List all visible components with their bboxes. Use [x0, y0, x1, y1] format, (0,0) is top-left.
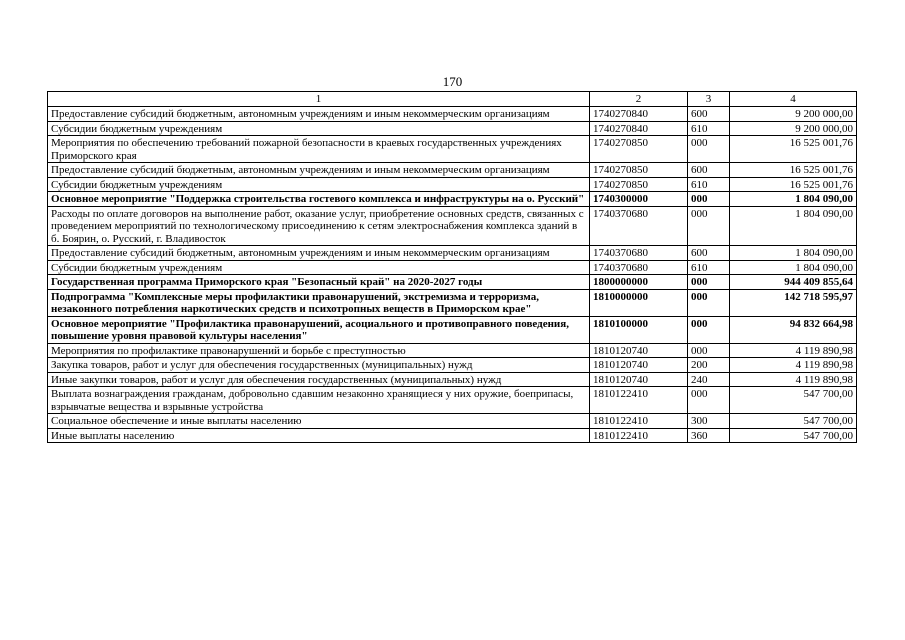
table-row	[48, 358, 857, 373]
row-amount: 4 119 890,98	[730, 358, 857, 373]
row-name: Социальное обеспечение и иные выплаты населению	[48, 414, 590, 429]
row-amount: 1 804 090,00	[730, 192, 857, 207]
column-header-4: 4	[730, 92, 857, 107]
row-kind: 610	[688, 121, 730, 136]
row-code: 1740270850	[590, 177, 688, 192]
table-row	[48, 206, 857, 246]
row-kind: 300	[688, 414, 730, 429]
row-code: 1740270850	[590, 163, 688, 178]
row-kind: 000	[688, 343, 730, 358]
column-header-1: 1	[48, 92, 590, 107]
row-name: Расходы по оплате договоров на выполнение работ, оказание услуг, приобретение основных средств, связанных с проведением мероприятий по технологическому присоединению к сетям электроснабжения комплекса зданий в б. Боярин, о. Русский, г. Владивосток	[48, 206, 590, 246]
row-name: Государственная программа Приморского края "Безопасный край" на 2020-2027 годы	[48, 275, 590, 290]
row-amount: 4 119 890,98	[730, 372, 857, 387]
row-code: 1740370680	[590, 206, 688, 246]
row-kind: 600	[688, 107, 730, 122]
row-amount: 94 832 664,98	[730, 316, 857, 343]
row-name: Субсидии бюджетным учреждениям	[48, 121, 590, 136]
row-amount: 547 700,00	[730, 428, 857, 443]
row-code: 1810100000	[590, 316, 688, 343]
row-name: Подпрограмма "Комплексные меры профилактики правонарушений, экстремизма и терроризма, незаконного потребления наркотических средств и психотропных веществ в Приморском крае"	[48, 289, 590, 316]
row-name: Закупка товаров, работ и услуг для обеспечения государственных (муниципальных) нужд	[48, 358, 590, 373]
row-code: 1800000000	[590, 275, 688, 290]
table-header-row	[48, 92, 857, 107]
row-amount: 142 718 595,97	[730, 289, 857, 316]
table-row	[48, 163, 857, 178]
row-code: 1740270840	[590, 107, 688, 122]
table-row	[48, 136, 857, 163]
row-code: 1740370680	[590, 246, 688, 261]
table-row	[48, 343, 857, 358]
row-name: Субсидии бюджетным учреждениям	[48, 260, 590, 275]
row-name: Предоставление субсидий бюджетным, автономным учреждениям и иным некоммерческим организациям	[48, 246, 590, 261]
row-code: 1810122410	[590, 428, 688, 443]
budget-table	[47, 91, 857, 443]
row-name: Мероприятия по профилактике правонарушений и борьбе с преступностью	[48, 343, 590, 358]
row-amount: 16 525 001,76	[730, 163, 857, 178]
table-row	[48, 428, 857, 443]
table-row	[48, 414, 857, 429]
row-name: Субсидии бюджетным учреждениям	[48, 177, 590, 192]
row-name: Выплата вознаграждения гражданам, добровольно сдавшим незаконно хранящиеся у них оружие, боеприпасы, взрывчатые вещества и взрывные устройства	[48, 387, 590, 414]
row-code: 1810120740	[590, 358, 688, 373]
row-kind: 240	[688, 372, 730, 387]
table-row	[48, 275, 857, 290]
row-code: 1810122410	[590, 414, 688, 429]
page-number: 170	[442, 74, 463, 89]
row-code: 1740300000	[590, 192, 688, 207]
row-code: 1810000000	[590, 289, 688, 316]
row-amount: 16 525 001,76	[730, 177, 857, 192]
row-name: Основное мероприятие "Поддержка строительства гостевого комплекса и инфраструктуры на о. Русский"	[48, 192, 590, 207]
table-row	[48, 246, 857, 261]
row-code: 1740270850	[590, 136, 688, 163]
row-code: 1740270840	[590, 121, 688, 136]
row-amount: 1 804 090,00	[730, 260, 857, 275]
row-name: Мероприятия по обеспечению требований пожарной безопасности в краевых государственных учреждениях Приморского края	[48, 136, 590, 163]
row-code: 1810122410	[590, 387, 688, 414]
column-header-2: 2	[590, 92, 688, 107]
row-kind: 600	[688, 246, 730, 261]
row-amount: 9 200 000,00	[730, 107, 857, 122]
row-amount: 1 804 090,00	[730, 206, 857, 246]
row-name: Предоставление субсидий бюджетным, автономным учреждениям и иным некоммерческим организациям	[48, 107, 590, 122]
row-amount: 4 119 890,98	[730, 343, 857, 358]
row-name: Иные закупки товаров, работ и услуг для обеспечения государственных (муниципальных) нужд	[48, 372, 590, 387]
row-kind: 000	[688, 206, 730, 246]
row-kind: 610	[688, 177, 730, 192]
row-amount: 9 200 000,00	[730, 121, 857, 136]
row-amount: 944 409 855,64	[730, 275, 857, 290]
row-kind: 000	[688, 387, 730, 414]
row-amount: 547 700,00	[730, 414, 857, 429]
row-code: 1740370680	[590, 260, 688, 275]
row-kind: 000	[688, 316, 730, 343]
table-row	[48, 192, 857, 207]
row-code: 1810120740	[590, 372, 688, 387]
row-kind: 360	[688, 428, 730, 443]
table-row	[48, 107, 857, 122]
row-kind: 610	[688, 260, 730, 275]
row-name: Основное мероприятие "Профилактика правонарушений, асоциального и противоправного поведения, повышение уровня правовой культуры населения"	[48, 316, 590, 343]
row-kind: 000	[688, 192, 730, 207]
table-row	[48, 260, 857, 275]
column-header-3: 3	[688, 92, 730, 107]
table-row	[48, 289, 857, 316]
row-kind: 600	[688, 163, 730, 178]
row-amount: 547 700,00	[730, 387, 857, 414]
row-name: Иные выплаты населению	[48, 428, 590, 443]
row-kind: 000	[688, 136, 730, 163]
table-row	[48, 177, 857, 192]
row-amount: 1 804 090,00	[730, 246, 857, 261]
row-code: 1810120740	[590, 343, 688, 358]
row-kind: 000	[688, 289, 730, 316]
table-row	[48, 316, 857, 343]
table-row	[48, 387, 857, 414]
row-name: Предоставление субсидий бюджетным, автономным учреждениям и иным некоммерческим организациям	[48, 163, 590, 178]
table-row	[48, 372, 857, 387]
row-amount: 16 525 001,76	[730, 136, 857, 163]
table-row	[48, 121, 857, 136]
row-kind: 000	[688, 275, 730, 290]
row-kind: 200	[688, 358, 730, 373]
